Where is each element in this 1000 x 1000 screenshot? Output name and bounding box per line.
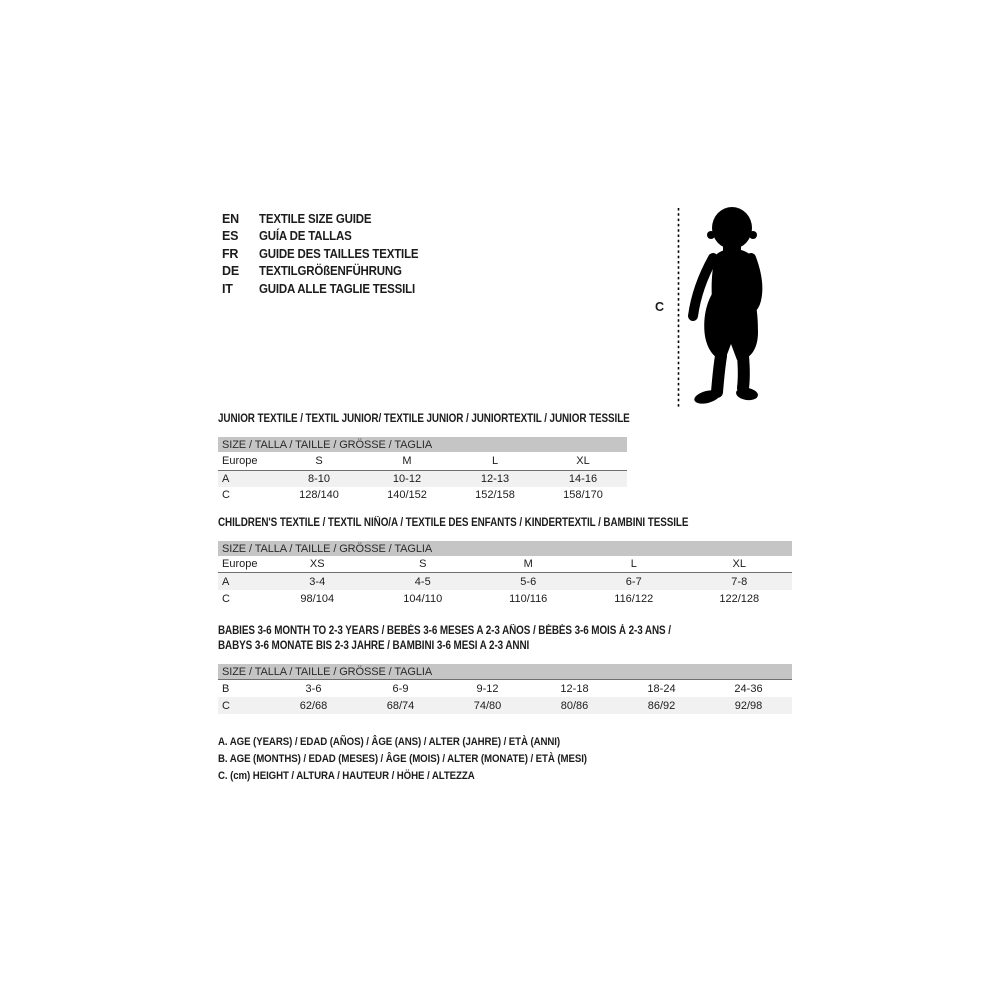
value-cell: 122/128 <box>719 592 760 605</box>
value-cell: 6-9 <box>392 682 409 695</box>
value-cell: 62/68 <box>299 699 328 712</box>
language-label: TEXTILE SIZE GUIDE <box>259 211 372 226</box>
value-cell: 14-16 <box>568 473 598 485</box>
value-cell: 158/170 <box>563 489 603 501</box>
table-row <box>218 573 792 590</box>
value-cell: 140/152 <box>387 489 427 501</box>
children-table-title: CHILDREN'S TEXTILE / TEXTIL NIÑO/A / TEXTILE DES ENFANTS / KINDERTEXTIL / BAMBINI TESSILE <box>218 517 689 529</box>
babies-table-title <box>218 624 671 654</box>
table-header-row <box>218 452 627 471</box>
value-cell: 110/116 <box>509 592 548 605</box>
value-cell: 86/92 <box>647 699 676 712</box>
value-cell: 98/104 <box>300 592 335 605</box>
size-cell: L <box>630 558 637 570</box>
table-header-row <box>218 556 792 573</box>
language-label: TEXTILGRÖßENFÜHRUNG <box>259 264 402 279</box>
size-header-bar: SIZE / TALLA / TAILLE / GRÖSSE / TAGLIA <box>218 437 627 452</box>
table-row <box>218 487 627 503</box>
language-label: GUÍA DE TALLAS <box>259 229 352 244</box>
value-cell: 9-12 <box>476 682 499 695</box>
height-figure <box>650 192 780 410</box>
value-cell: 8-10 <box>307 473 331 485</box>
value-cell: 7-8 <box>731 575 748 588</box>
size-cell: L <box>491 455 499 467</box>
value-cell: 12-13 <box>480 473 510 485</box>
row-label: Europe <box>222 455 258 467</box>
table-row <box>218 590 792 607</box>
row-label: A <box>222 473 230 485</box>
language-row <box>222 210 432 228</box>
row-label: C <box>222 489 230 501</box>
value-cell: 128/140 <box>299 489 339 501</box>
legend-line-b: B. AGE (MONTHS) / EDAD (MESES) / ÂGE (MOIS) / ALTER (MONATE) / ETÀ (MESI) <box>218 752 587 765</box>
value-cell: 6-7 <box>625 575 642 588</box>
legend-line-a: A. AGE (YEARS) / EDAD (AÑOS) / ÂGE (ANS) / ALTER (JAHRE) / ETÀ (ANNI) <box>218 736 561 748</box>
value-cell: 80/86 <box>560 699 589 712</box>
language-row <box>222 228 432 246</box>
value-cell: 74/80 <box>473 699 502 712</box>
value-cell: 4-5 <box>414 575 431 588</box>
size-cell: XS <box>309 558 325 570</box>
value-cell: 12-18 <box>560 682 589 695</box>
value-cell: 104/110 <box>403 592 443 605</box>
row-label: C <box>222 592 230 605</box>
language-label: GUIDA ALLE TAGLIE TESSILI <box>259 281 415 296</box>
size-cell: S <box>419 558 427 570</box>
size-cell: M <box>402 455 412 467</box>
table-row <box>218 697 792 714</box>
legend-line-c: C. (cm) HEIGHT / ALTURA / HAUTEUR / HÖHE / ALTEZZA <box>218 769 475 782</box>
row-label: Europe <box>222 558 258 570</box>
table-row <box>218 680 792 697</box>
value-cell: 68/74 <box>386 699 415 712</box>
babies-title-line1: BABIES 3-6 MONTH TO 2-3 YEARS / BEBÉS 3-6 MESES A 2-3 AÑOS / BÉBÉS 3-6 MOIS À 2-3 ANS / <box>218 625 671 637</box>
toddler-silhouette-icon <box>650 192 780 410</box>
language-row <box>222 263 432 281</box>
size-header-bar: SIZE / TALLA / TAILLE / GRÖSSE / TAGLIA <box>218 664 792 680</box>
junior-table <box>218 437 627 503</box>
row-label: B <box>222 682 230 695</box>
language-code: ES <box>222 229 239 244</box>
language-code: EN <box>222 211 239 226</box>
junior-table-title: JUNIOR TEXTILE / TEXTIL JUNIOR/ TEXTILE JUNIOR / JUNIORTEXTIL / JUNIOR TESSILE <box>218 413 630 425</box>
language-code: DE <box>222 264 239 279</box>
value-cell: 3-4 <box>309 575 326 588</box>
table-row <box>218 471 627 487</box>
legend <box>218 734 637 785</box>
children-table <box>218 541 792 607</box>
language-code: IT <box>222 281 233 296</box>
row-label: C <box>222 699 230 712</box>
value-cell: 3-6 <box>305 682 322 695</box>
size-header-bar: SIZE / TALLA / TAILLE / GRÖSSE / TAGLIA <box>218 541 792 556</box>
language-code: FR <box>222 246 239 261</box>
babies-table <box>218 664 792 714</box>
value-cell: 5-6 <box>520 575 537 588</box>
language-title-block <box>222 210 432 298</box>
size-cell: XL <box>732 558 746 570</box>
language-row <box>222 280 432 298</box>
language-row <box>222 245 432 263</box>
height-label: C <box>655 300 665 314</box>
value-cell: 24-36 <box>734 682 763 695</box>
value-cell: 152/158 <box>475 489 515 501</box>
value-cell: 18-24 <box>647 682 676 695</box>
row-label: A <box>222 575 230 588</box>
value-cell: 92/98 <box>734 699 763 712</box>
toddler-figure <box>693 207 759 406</box>
size-cell: M <box>523 558 533 570</box>
size-cell: S <box>315 455 323 467</box>
value-cell: 10-12 <box>392 473 422 485</box>
size-cell: XL <box>576 455 590 467</box>
language-label: GUIDE DES TAILLES TEXTILE <box>259 246 419 261</box>
value-cell: 116/122 <box>614 592 654 605</box>
babies-title-line2: BABYS 3-6 MONATE BIS 2-3 JAHRE / BAMBINI 3-6 MESI A 2-3 ANNI <box>218 640 530 652</box>
